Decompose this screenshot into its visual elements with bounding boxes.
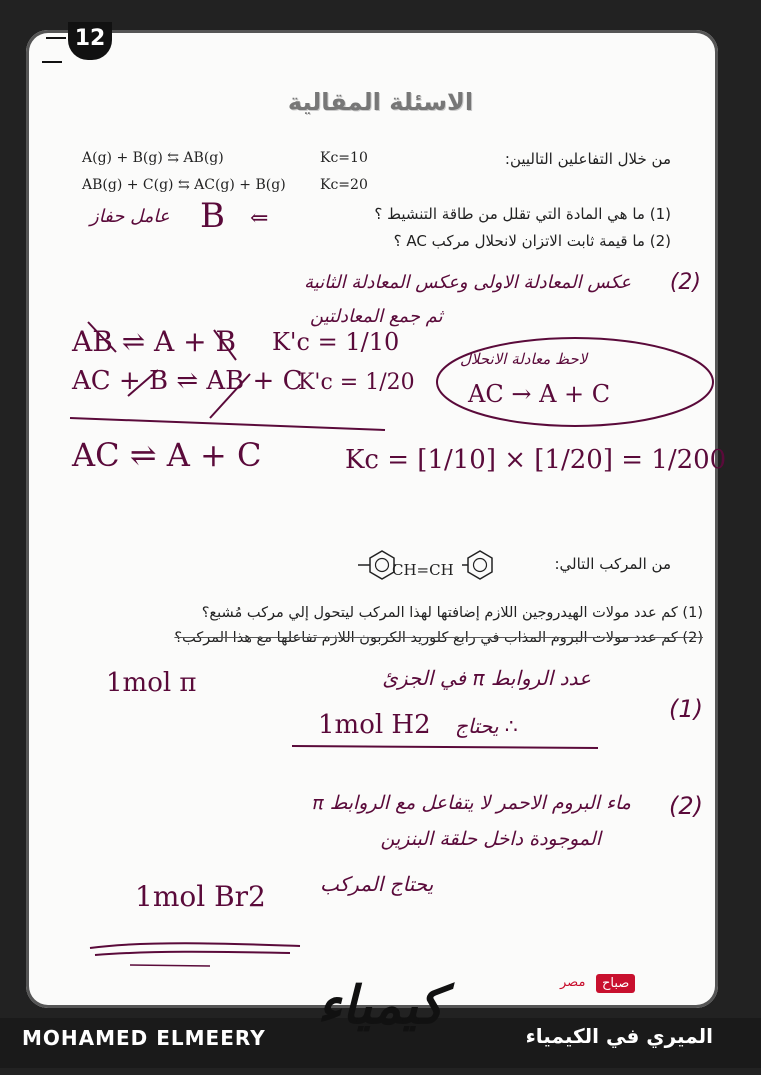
reaction-reversed-1-k: K'c = 1/10 — [272, 328, 400, 356]
q2-answer-2-line2: الموجودة داخل حلقة البنزين — [380, 828, 601, 850]
total-reaction: AC ⇌ A + C — [72, 436, 262, 474]
reaction-reversed-2-k: K'c = 1/20 — [298, 370, 415, 395]
equation-1-k: Kc=10 — [320, 150, 368, 166]
q2-sub1: (1) كم عدد مولات الهيدروجين اللازم إضافتها لهذا المركب ليتحول إلي مركب مُشبع؟ — [201, 605, 703, 621]
note-dissociation-equation: AC → A + C — [468, 380, 611, 408]
answer-2-label: (2) — [669, 270, 701, 295]
q2-answer-2-line1: ماء البروم الاحمر لا يتفاعل مع الروابط π — [312, 792, 631, 814]
q2-answer-1-line2: ∴ يحتاج — [455, 714, 518, 738]
q1-intro: من خلال التفاعلين التاليين: — [504, 150, 671, 168]
q2-answer-2-line3: يحتاج المركب — [320, 872, 434, 896]
brand-logo: كيمياء — [317, 975, 444, 1036]
q2-answer-1-label: (1) — [669, 695, 703, 723]
watermark-logo: صباح — [596, 974, 635, 993]
answer-catalyst-word: عامل حفاز — [90, 206, 170, 227]
total-reaction-k: Kc = [1/10] × [1/20] = 1/200 — [345, 445, 727, 475]
equation-1: A(g) + B(g) ⇆ AB(g) — [82, 150, 224, 166]
arrow-left-icon: ⇐ — [250, 206, 269, 231]
answer-2-line1: عكس المعادلة الاولى وعكس المعادلة الثانية — [304, 272, 631, 293]
q2-answer-2-val: 1mol Br2 — [135, 880, 266, 913]
q2-answer-1-val1: 1mol π — [106, 668, 197, 698]
q1-sub2: (2) ما قيمة ثابت الاتزان لانحلال مركب AC ؟ — [393, 232, 671, 250]
page-number: 12 — [68, 22, 112, 60]
equation-2-k: Kc=20 — [320, 177, 368, 193]
q2-answer-2-label: (2) — [669, 792, 703, 820]
watermark-country: مصر — [560, 975, 586, 990]
compound-bridge: CH=CH — [392, 561, 454, 579]
q2-intro: من المركب التالي: — [554, 555, 671, 573]
q1-sub1: (1) ما هي المادة التي تقلل من طاقة التنشيط ؟ — [374, 205, 671, 223]
equation-2: AB(g) + C(g) ⇆ AC(g) + B(g) — [82, 177, 286, 193]
footer-author-en: MOHAMED ELMEERY — [22, 1026, 266, 1050]
answer-2-line2: ثم جمع المعادلتين — [310, 306, 443, 327]
q2-sub2: (2) كم عدد مولات البروم المذاب في رابع كلوريد الكربون اللازم تفاعلها مع هذا المركب؟ — [174, 630, 703, 646]
footer-author-ar: الميري في الكيمياء — [525, 1024, 713, 1048]
reaction-reversed-2: AC + B ⇌ AB + C — [72, 366, 303, 396]
q2-answer-1-val2: 1mol H2 — [318, 710, 431, 740]
page-title: الاسئلة المقالية — [287, 88, 474, 116]
reaction-reversed-1: AB ⇌ A + B — [72, 325, 237, 358]
q2-answer-1-line1: عدد الروابط π في الجزئ — [382, 666, 591, 690]
note-dissociation: لاحظ معادلة الانحلال — [460, 350, 588, 368]
answer-catalyst-letter: B — [200, 196, 225, 236]
